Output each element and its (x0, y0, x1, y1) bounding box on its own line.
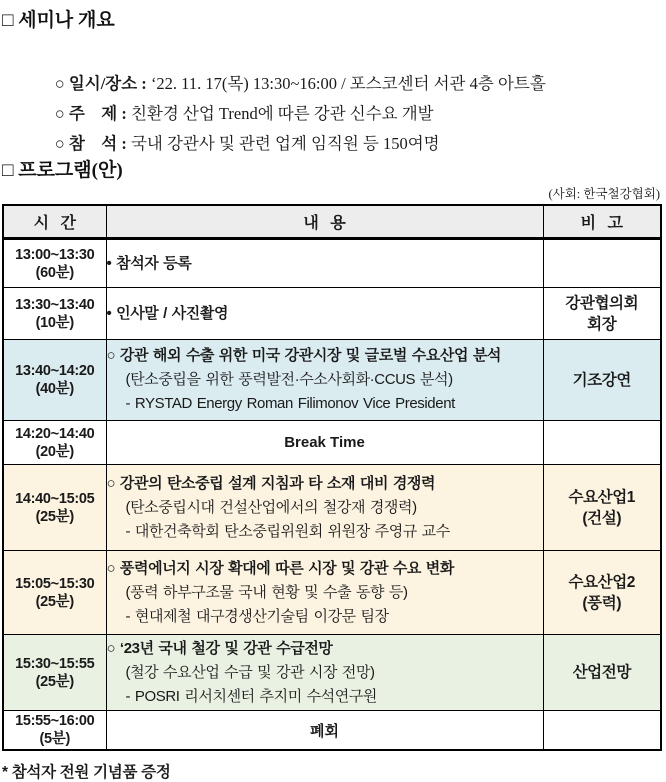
content-line: - RYSTAD Energy Roman Filimonov Vice President (125, 395, 455, 412)
time-duration: (25분) (35, 593, 74, 610)
content-cell (106, 288, 543, 340)
content-line: (탄소중립시대 건설산업에서의 철강재 경쟁력) (125, 498, 417, 516)
time-range: 15:05~15:30 (15, 575, 95, 592)
content-cell: Break Time (106, 421, 543, 465)
table-row-break (3, 421, 661, 465)
content-line: - POSRI 리서치센터 추지미 수석연구원 (125, 687, 378, 705)
moderator-note: (사회: 한국철강협회) (548, 187, 660, 201)
time-range: 14:20~14:40 (15, 425, 95, 442)
remark-cell: 수요산업1 (건설) (543, 465, 661, 551)
content-line: (풍력 하부구조물 국내 현황 및 수출 동향 등) (125, 583, 408, 601)
content-line: - 대한건축학회 탄소중립위원회 위원장 주영규 교수 (125, 522, 450, 540)
column-header-time: 시 간 (3, 205, 106, 239)
program-table (2, 204, 662, 751)
content-line: (철강 수요산업 수급 및 강관 시장 전망) (125, 663, 375, 681)
time-cell (3, 635, 106, 711)
content-line: - 현대제철 대구경생산기술팀 이강문 팀장 (125, 607, 389, 625)
time-range: 15:30~15:55 (15, 655, 95, 672)
time-cell (3, 288, 106, 340)
remark-cell (543, 239, 661, 288)
time-duration: (25분) (35, 673, 74, 690)
time-cell (3, 239, 106, 288)
overview-item-datetime-venue (0, 39, 666, 93)
seminar-overview-title: □ 세미나 개요 (2, 10, 115, 31)
time-range: 14:40~15:05 (15, 490, 95, 507)
column-header-content: 내 용 (106, 205, 543, 239)
overview-item-label: ○ 일시/장소 : (54, 74, 151, 93)
overview-item-label: ○ 참 석 : (54, 134, 131, 153)
overview-item-value: 국내 강관사 및 관련 업계 임직원 등 150여명 (130, 134, 440, 153)
program-title: □ 프로그램(안) (2, 160, 123, 181)
content-cell (106, 635, 543, 711)
remark-cell: 강관협의회 회장 (543, 288, 661, 340)
table-row-closing (3, 711, 661, 751)
column-header-remark: 비 고 (543, 205, 661, 239)
footnote-souvenir: * 참석자 전원 기념품 증정 (2, 764, 171, 781)
content-line: • 참석자 등록 (106, 254, 192, 272)
overview-item-value: ‘22. 11. 17(목) 13:30~16:00 / 포스코센터 서관 4층 아트홀 (150, 74, 546, 93)
time-duration: (40분) (35, 381, 74, 397)
overview-item-label: ○ 주 제 : (54, 104, 131, 123)
time-cell (3, 340, 106, 421)
time-cell (3, 465, 106, 551)
table-row-greetings (3, 288, 661, 340)
table-row-keynote (3, 340, 661, 421)
remark-cell (543, 421, 661, 465)
table-row-registration (3, 239, 661, 288)
table-row-industry-outlook (3, 635, 661, 711)
time-range: 13:00~13:30 (15, 246, 95, 263)
remark-cell: 기조강연 (543, 340, 661, 421)
content-cell: 폐회 (106, 711, 543, 751)
remark-cell: 산업전망 (543, 635, 661, 711)
time-range: 15:55~16:00 (15, 713, 95, 729)
content-cell (106, 239, 543, 288)
time-duration: (20분) (35, 443, 74, 460)
table-header-row (3, 205, 661, 239)
time-range: 13:30~13:40 (15, 296, 95, 313)
time-duration: (5분) (39, 731, 71, 747)
content-line: ○ 강관의 탄소중립 설계 지침과 타 소재 대비 경쟁력 (106, 474, 436, 492)
content-cell (106, 465, 543, 551)
table-row-demand2-wind (3, 551, 661, 635)
time-cell (3, 421, 106, 465)
remark-cell (543, 711, 661, 751)
time-range: 13:40~14:20 (15, 363, 95, 379)
seminar-overview-list (0, 39, 666, 153)
content-cell (106, 340, 543, 421)
table-row-demand1-construction (3, 465, 661, 551)
overview-item-value: 친환경 산업 Trend에 따른 강관 신수요 개발 (130, 104, 434, 123)
content-line: (탄소중립을 위한 풍력발전·수소사회화·CCUS 분석) (125, 371, 453, 388)
content-line: ○ 강관 해외 수출 위한 미국 강관시장 및 글로벌 수요산업 분석 (106, 347, 501, 364)
content-line: ○ 풍력에너지 시장 확대에 따른 시장 및 강관 수요 변화 (106, 559, 454, 577)
time-cell (3, 551, 106, 635)
content-cell (106, 551, 543, 635)
time-cell (3, 711, 106, 751)
time-duration: (10분) (35, 314, 74, 331)
time-duration: (25분) (35, 508, 74, 525)
time-duration: (60분) (35, 264, 74, 281)
content-line: • 인사말 / 사진촬영 (106, 304, 229, 322)
remark-cell: 수요산업2 (풍력) (543, 551, 661, 635)
content-line: ○ ‘23년 국내 철강 및 강관 수급전망 (106, 639, 333, 657)
